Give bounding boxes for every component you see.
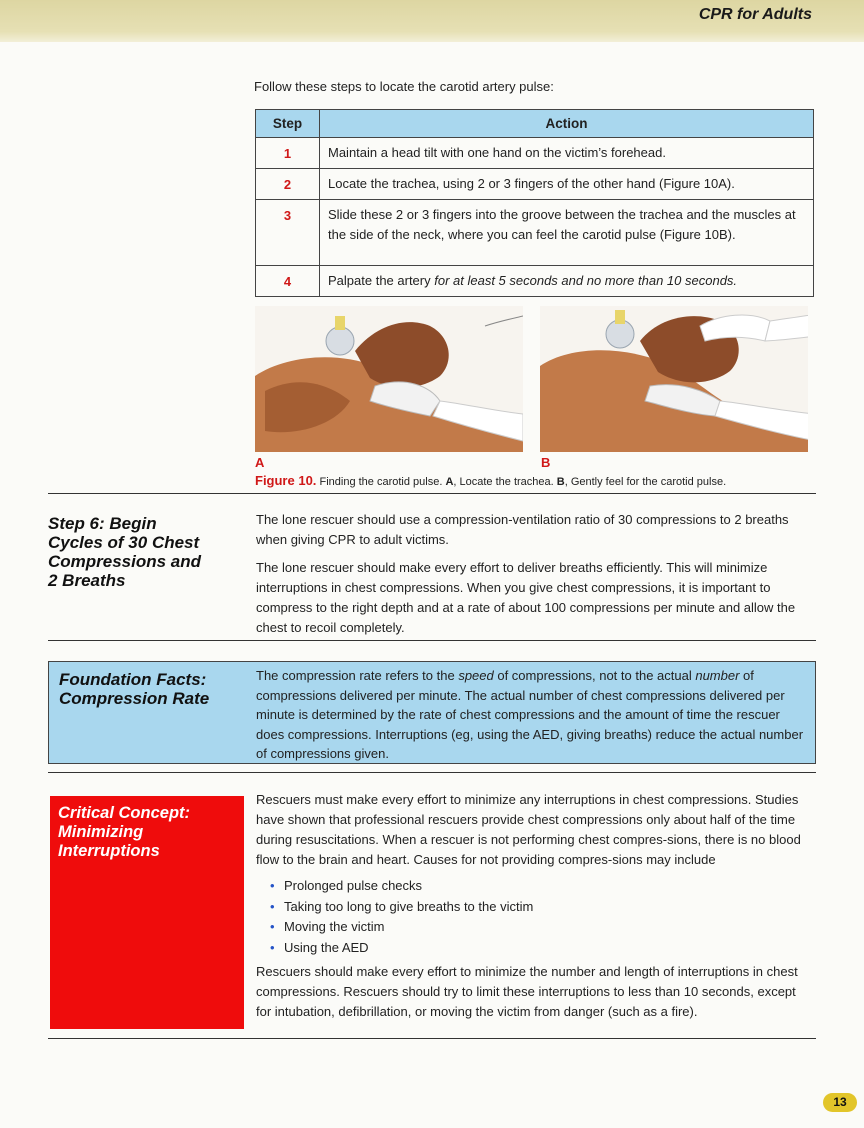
step-action: Slide these 2 or 3 fingers into the groove between the trachea and the muscles at the side of the neck, where you can feel the carotid pulse (Figure 10B). (320, 200, 814, 266)
section-divider (48, 772, 816, 773)
figure-label-a: A (255, 455, 265, 470)
figure-caption (255, 473, 726, 488)
emphasis: number (695, 668, 740, 683)
step-action: Maintain a head tilt with one hand on the victim’s forehead. (320, 138, 814, 169)
step-number: 3 (256, 200, 320, 266)
caption-text: Finding the carotid pulse. (316, 476, 446, 488)
paragraph: The lone rescuer should make every effort to deliver breaths efficiently. This will minimize interruptions in chest compressions. When you give chest compressions, it is important to compress to the right depth and at a rate of about 100 compressions per minute and allow the chest to recoil completely. (256, 560, 796, 635)
running-header-title: CPR for Adults (698, 6, 812, 23)
foundation-facts-box (48, 661, 816, 764)
bullet-icon: • (270, 939, 275, 955)
step-action (320, 266, 814, 297)
step6-body (256, 510, 812, 638)
heading-line: Step 6: Begin (48, 514, 157, 533)
critical-concept-box (50, 796, 244, 1029)
heading-line: 2 Breaths (48, 571, 126, 590)
figure-caption-label: Figure 10. (255, 473, 317, 488)
bullet-icon: • (270, 878, 275, 893)
list-item-text: Prolonged pulse checks (284, 878, 423, 893)
list-item-text: Moving the victim (284, 919, 385, 934)
heading-line: Compression Rate (59, 689, 210, 708)
heading-line: Minimizing (58, 823, 144, 841)
bullet-icon: • (270, 919, 275, 934)
step-number: 4 (256, 266, 320, 297)
caption-ref-a: A (445, 476, 454, 488)
step-action: Locate the trachea, using 2 or 3 fingers of the other hand (Figure 10A). (320, 169, 814, 200)
caption-text: , Gently feel for the carotid pulse. (564, 476, 727, 488)
text-run: of compressions, not to the actual (493, 668, 696, 683)
list-item (270, 897, 812, 918)
section-divider (48, 493, 816, 494)
list-item-text: Taking too long to give breaths to the victim (284, 898, 534, 914)
heading-line: Compressions and (48, 552, 202, 571)
table-row (256, 169, 814, 200)
action-column-header: Action (320, 110, 814, 138)
step-action-text: Palpate the artery (328, 273, 435, 288)
emphasis: speed (458, 668, 494, 683)
heading-line: Foundation Facts: (59, 670, 207, 689)
table-row (256, 200, 814, 266)
paragraph: The lone rescuer should use a compression-ventilation ratio of 30 compressions to 2 breaths when giving CPR to adult victims. (256, 512, 789, 547)
caption-ref-b: B (556, 476, 565, 488)
table-row (256, 266, 814, 297)
page-number-badge: 13 (823, 1093, 857, 1112)
figure-10b-illustration (540, 306, 808, 452)
section-divider (48, 1038, 816, 1039)
section-divider (48, 640, 816, 641)
critical-concept-heading (58, 804, 190, 861)
foundation-facts-heading (59, 670, 209, 708)
intro-text: Follow these steps to locate the carotid artery pulse: (254, 79, 554, 94)
foundation-facts-text (256, 666, 808, 764)
list-item (270, 917, 812, 938)
carotid-steps-table (255, 109, 814, 297)
step-action-emphasis: for at least 5 seconds and no more than 10 seconds. (434, 273, 738, 288)
figure-10a-illustration (255, 306, 523, 452)
list-item-text: Using the AED (284, 939, 369, 955)
list-item (270, 938, 812, 959)
critical-concept-body (256, 790, 812, 1022)
text-run: of compressions delivered per minute. The actual number of chest compressions delivered per minute is determined by the rate of chest compressions and the amount of time the rescuer does compressions. Interruptions (eg, using the AED, giving breaths) reduce the actual number of compressions given. (256, 668, 804, 761)
bullet-icon: • (270, 898, 275, 914)
step-number: 2 (256, 169, 320, 200)
paragraph: Rescuers must make every effort to minimize any interruptions in chest compressions. Studies have shown that professional rescuers provide chest compressions only about half of the time during resuscitations. When a rescuer is not performing chest compres-sions, there is no blood flow to the brain and heart. Causes for not providing compres-sions may include (256, 792, 801, 867)
text-run: The compression rate refers to the (256, 668, 459, 683)
table-header-row (256, 110, 814, 138)
step-column-header: Step (256, 110, 320, 138)
step-number: 1 (256, 138, 320, 169)
caption-text: , Locate the trachea. (453, 476, 557, 488)
list-item (270, 876, 812, 897)
heading-line: Cycles of 30 Chest (48, 533, 200, 552)
figure-label-b: B (541, 455, 551, 470)
heading-line: Interruptions (58, 842, 160, 860)
step6-heading (48, 514, 201, 590)
table-row (256, 138, 814, 169)
interruption-causes-list (256, 876, 812, 958)
heading-line: Critical Concept: (58, 804, 191, 822)
paragraph: Rescuers should make every effort to minimize the number and length of interruptions in chest compressions. Rescuers should try to limit these interruptions to less than 10 seconds, except for intubation, defibrillation, or moving the victim from danger (such as a fire). (256, 964, 798, 1019)
